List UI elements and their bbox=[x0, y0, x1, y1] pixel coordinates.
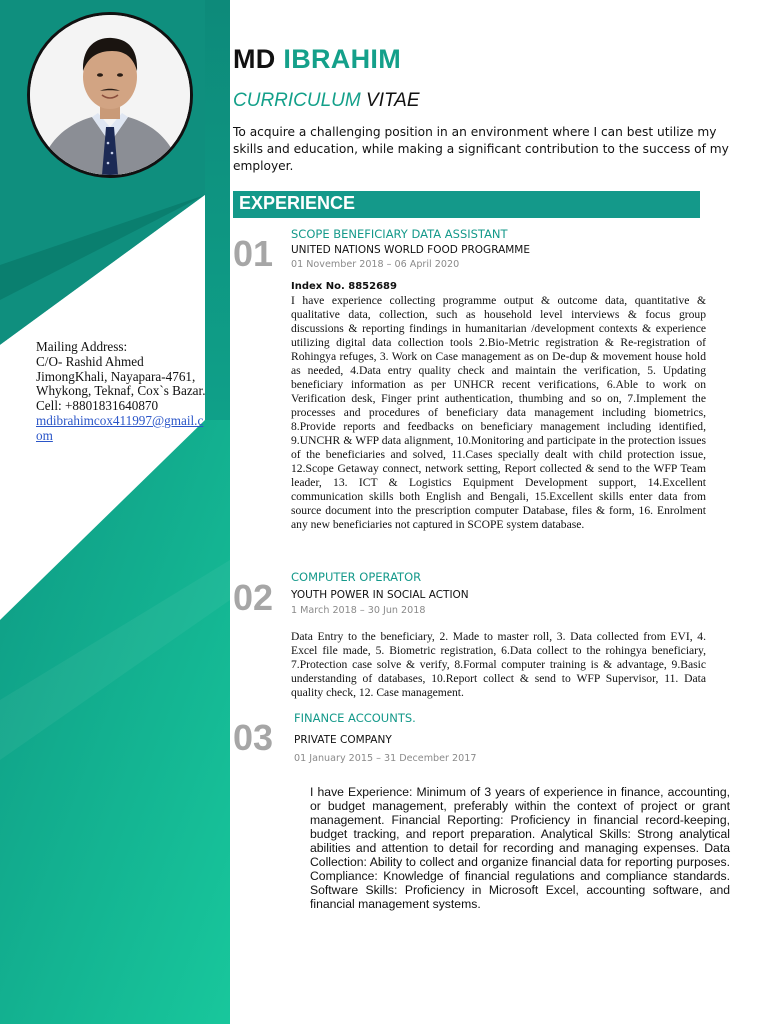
cv-title bbox=[233, 90, 420, 112]
name-last: IBRAHIM bbox=[283, 44, 401, 74]
profile-photo bbox=[27, 12, 193, 178]
index-number: Index No. 8852689 bbox=[291, 281, 397, 292]
name-first: MD bbox=[233, 44, 276, 74]
candidate-name bbox=[233, 44, 401, 75]
experience-number: 03 bbox=[233, 717, 274, 758]
job-description: I have experience collecting programme output & outcome data, quantitative & qualitative data, collection, such as household level interviews & focus group discussions & reporting findings in humanitarian /development contexts & experience utilizing digital data collection tools 2.Bio-Metric registration & Re-registration of Rohingya refuges, 3. Work on Case management as on De-dup & movement house hold as needed, 4.Data entry quality check and maintain the verification, 5. Updating beneficiary information as per UNHCR recent verifications, 6.Able to work on Verification desk, Finger print authentication, thumbing and so on, 7.Implement the processes and procedures of beneficiary data management including biometrics, 8.Provide reports and feedbacks on beneficiary management including identified, 9.UNCHR & WFP data alignment, 10.Monitoring and participate in the protection issues of the beneficiaries and solved, 11.Cases specially dealt with child protection issue, 12.Scope Getaway connect, network setting, Report collected & send to the WFP Team leader, 13. ICT & Logistics Equipment Development support, 14.Excellent communication skills both English and Bengali, 15.Excellent skills enter data from source document into the prescription computer Database, files & form, 16. Enrolment any new beneficiaries not captured in SCOPE system database. bbox=[291, 294, 706, 531]
mailing-label: Mailing Address: bbox=[36, 339, 128, 354]
organization: YOUTH POWER IN SOCIAL ACTION bbox=[291, 589, 469, 601]
mailing-care-of: C/O- Rashid Ahmed bbox=[36, 353, 144, 369]
employment-dates: 1 March 2018 – 30 Jun 2018 bbox=[291, 605, 426, 616]
employment-dates: 01 November 2018 – 06 April 2020 bbox=[291, 259, 460, 270]
job-title: COMPUTER OPERATOR bbox=[291, 570, 422, 584]
mailing-cell: Cell: +8801831640870 bbox=[36, 398, 159, 414]
job-description: I have Experience: Minimum of 3 years of experience in finance, accounting, or budget management, preferably within the context of project or grant management. Financial Reporting: Proficiency in financial record-keeping, budget tracking, and report preparation. Analytical Skills: Strong analytical abilities and attention to detail for recording and managing expenses. Data Collection: Ability to collect and organize financial data for reporting purposes. Compliance: Knowledge of financial regulations and compliance standards. Software Skills: Proficiency in Microsoft Excel, accounting software, and financial management systems. bbox=[310, 785, 730, 911]
employment-dates: 01 January 2015 – 31 December 2017 bbox=[294, 753, 477, 764]
career-objective: To acquire a challenging position in an environment where I can best utilize my skills and education, while making a significant contribution to the success of my employer. bbox=[233, 125, 729, 173]
job-title: FINANCE ACCOUNTS. bbox=[294, 711, 416, 725]
job-description: Data Entry to the beneficiary, 2. Made to master roll, 3. Data collected from EVI, 4. Excel file made, 5. Biometric registration, 6.Data collect to the rohingya beneficiary, 7.Protection case solve & verify, 8.Formal computer training is & advantage, 9.Basic understanding of databases, 10.Report collect & send to WFP Supervisor, 11. Data quality check, 12. Case management. bbox=[291, 630, 706, 699]
email-link[interactable]: mdibrahimcox411997@gmail.com bbox=[36, 412, 204, 443]
organization: PRIVATE COMPANY bbox=[294, 734, 392, 746]
organization: UNITED NATIONS WORLD FOOD PROGRAMME bbox=[291, 244, 531, 256]
mailing-location: JimongKhali, Nayapara-4761, Whykong, Teknaf, Cox`s Bazar. bbox=[36, 368, 206, 399]
experience-heading-bar bbox=[233, 191, 700, 218]
cv-title-part2: VITAE bbox=[366, 90, 420, 111]
job-title: SCOPE BENEFICIARY DATA ASSISTANT bbox=[291, 227, 508, 241]
experience-number: 01 bbox=[233, 233, 274, 274]
experience-heading: EXPERIENCE bbox=[239, 193, 356, 213]
experience-number: 02 bbox=[233, 577, 274, 618]
mailing-address bbox=[36, 340, 208, 444]
cv-title-part1: CURRICULUM bbox=[233, 90, 361, 111]
